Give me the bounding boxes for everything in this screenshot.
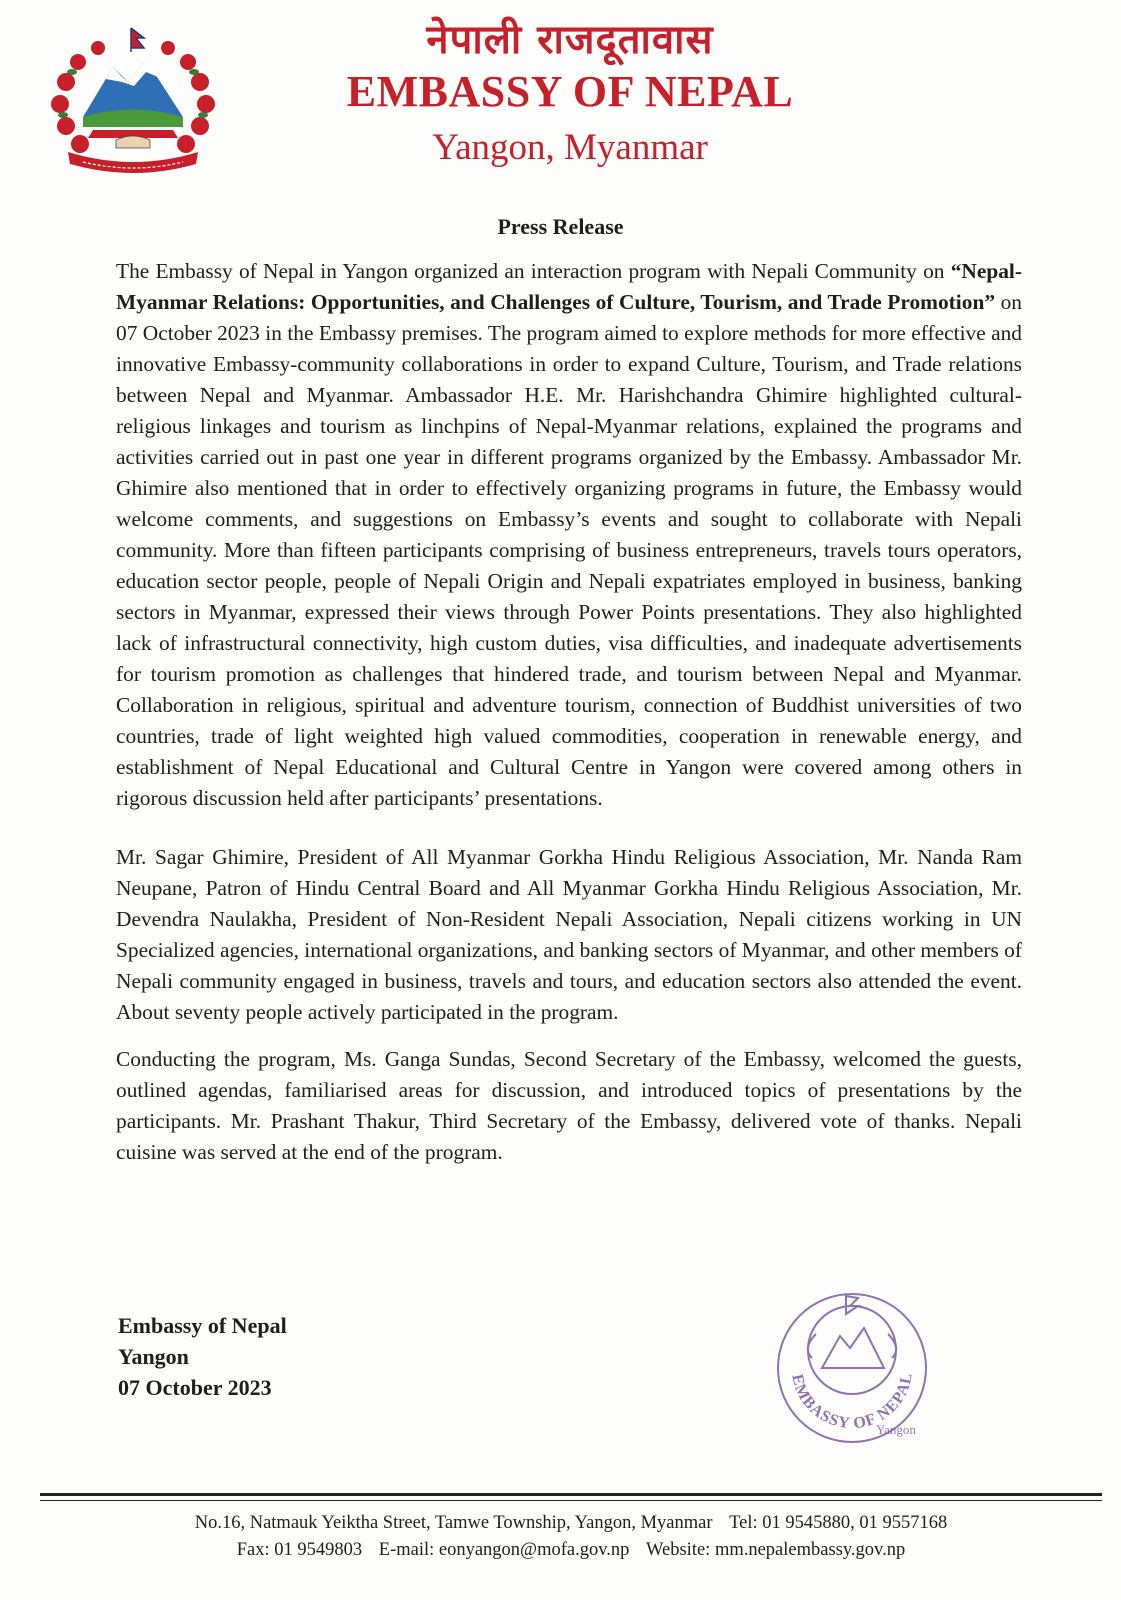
stamp-city: Yangon xyxy=(876,1422,916,1437)
signoff-org: Embassy of Nepal xyxy=(118,1313,287,1338)
embassy-location: Yangon, Myanmar xyxy=(432,127,708,168)
paragraph-1-lead: The Embassy of Nepal in Yangon organized an interaction program with Nepali Community on xyxy=(116,259,951,283)
letterhead xyxy=(0,0,1121,200)
footer-fax: Fax: 01 9549803 xyxy=(236,1540,363,1560)
stamp-text: EMBASSY OF NEPAL xyxy=(788,1370,916,1433)
press-release-body xyxy=(116,256,1022,1196)
nepal-coat-of-arms-icon xyxy=(38,22,228,182)
footer-line-2 xyxy=(40,1537,1102,1564)
footer-website: Website: mm.nepalembassy.gov.np xyxy=(646,1540,906,1560)
embassy-name-english: EMBASSY OF NEPAL xyxy=(346,67,794,116)
signoff-city: Yangon xyxy=(118,1344,189,1369)
letterhead-text xyxy=(300,14,840,172)
paragraph-1-rest: on 07 October 2023 in the Embassy premises. The program aimed to explore methods for more effective and innovative Embassy-community collaborations in order to expand Culture, Tourism, and Trade relations between Nepal and Myanmar. Ambassador H.E. Mr. Harishchandra Ghimire highlighted cultural-religious linkages and tourism as linchpins of Nepal-Myanmar relations, explained the programs and activities carried out in past one year in different programs organized by the Embassy. Ambassador Mr. Ghimire also mentioned that in order to effectively organizing programs in future, the Embassy would welcome comments, and suggestions on Embassy’s events and sought to collaborate with Nepali community. More than fifteen participants comprising of business entrepreneurs, travels tours operators, education sector people, people of Nepali Origin and Nepali expatriates employed in business, banking sectors in Myanmar, expressed their views through Power Points presentations. They also highlighted lack of infrastructural connectivity, high custom duties, visa difficulties, and inadequate advertisements for tourism promotion as challenges that hindered trade, and tourism between Nepal and Myanmar. Collaboration in religious, spiritual and adventure tourism, connection of Buddhist universities of two countries, trade of light weighted high valued commodities, cooperation in renewable energy, and establishment of Nepal Educational and Cultural Centre in Yangon were covered among others in rigorous discussion held after participants’ presentations. xyxy=(116,290,1022,810)
footer-email: E-mail: eonyangon@mofa.gov.np xyxy=(378,1540,630,1560)
document-title: Press Release xyxy=(497,214,624,239)
embassy-stamp-icon xyxy=(772,1288,932,1448)
paragraph-3: Conducting the program, Ms. Ganga Sundas, Second Secretary of the Embassy, welcomed the guests, outlined agendas, familiarised areas for discussion, and introduced topics of presentations by the participants. Mr. Prashant Thakur, Third Secretary of the Embassy, delivered vote of thanks. Nepali cuisine was served at the end of the program. xyxy=(116,1047,1022,1164)
footer-rule-thick xyxy=(40,1493,1102,1496)
footer-line-1 xyxy=(40,1510,1102,1537)
paragraph-2: Mr. Sagar Ghimire, President of All Myanmar Gorkha Hindu Religious Association, Mr. Nanda Ram Neupane, Patron of Hindu Central Board and All Myanmar Gorkha Hindu Religious Association, Mr. Devendra Naulakha, President of Non-Resident Nepali Association, Nepali citizens working in UN Specialized agencies, international organizations, and banking sectors of Myanmar, and other members of Nepali community engaged in business, travels and tours, and education sectors also attended the event. About seventy people actively participated in the program. xyxy=(116,845,1022,1024)
footer-tel: Tel: 01 9545880, 01 9557168 xyxy=(729,1513,948,1533)
signoff-date: 07 October 2023 xyxy=(118,1375,272,1400)
footer-rule-thin xyxy=(40,1500,1102,1501)
embassy-name-nepali: नेपाली राजदूतावास xyxy=(426,17,714,63)
footer xyxy=(40,1510,1102,1564)
program-title: “Nepal-Myanmar Relations: Opportunities, and Challenges of Culture, Tourism, and Trade Promotion” xyxy=(116,259,1022,314)
paragraph-1 xyxy=(116,256,1022,814)
footer-address: No.16, Natmauk Yeiktha Street, Tamwe Township, Yangon, Myanmar xyxy=(194,1513,713,1533)
signoff xyxy=(118,1310,287,1403)
